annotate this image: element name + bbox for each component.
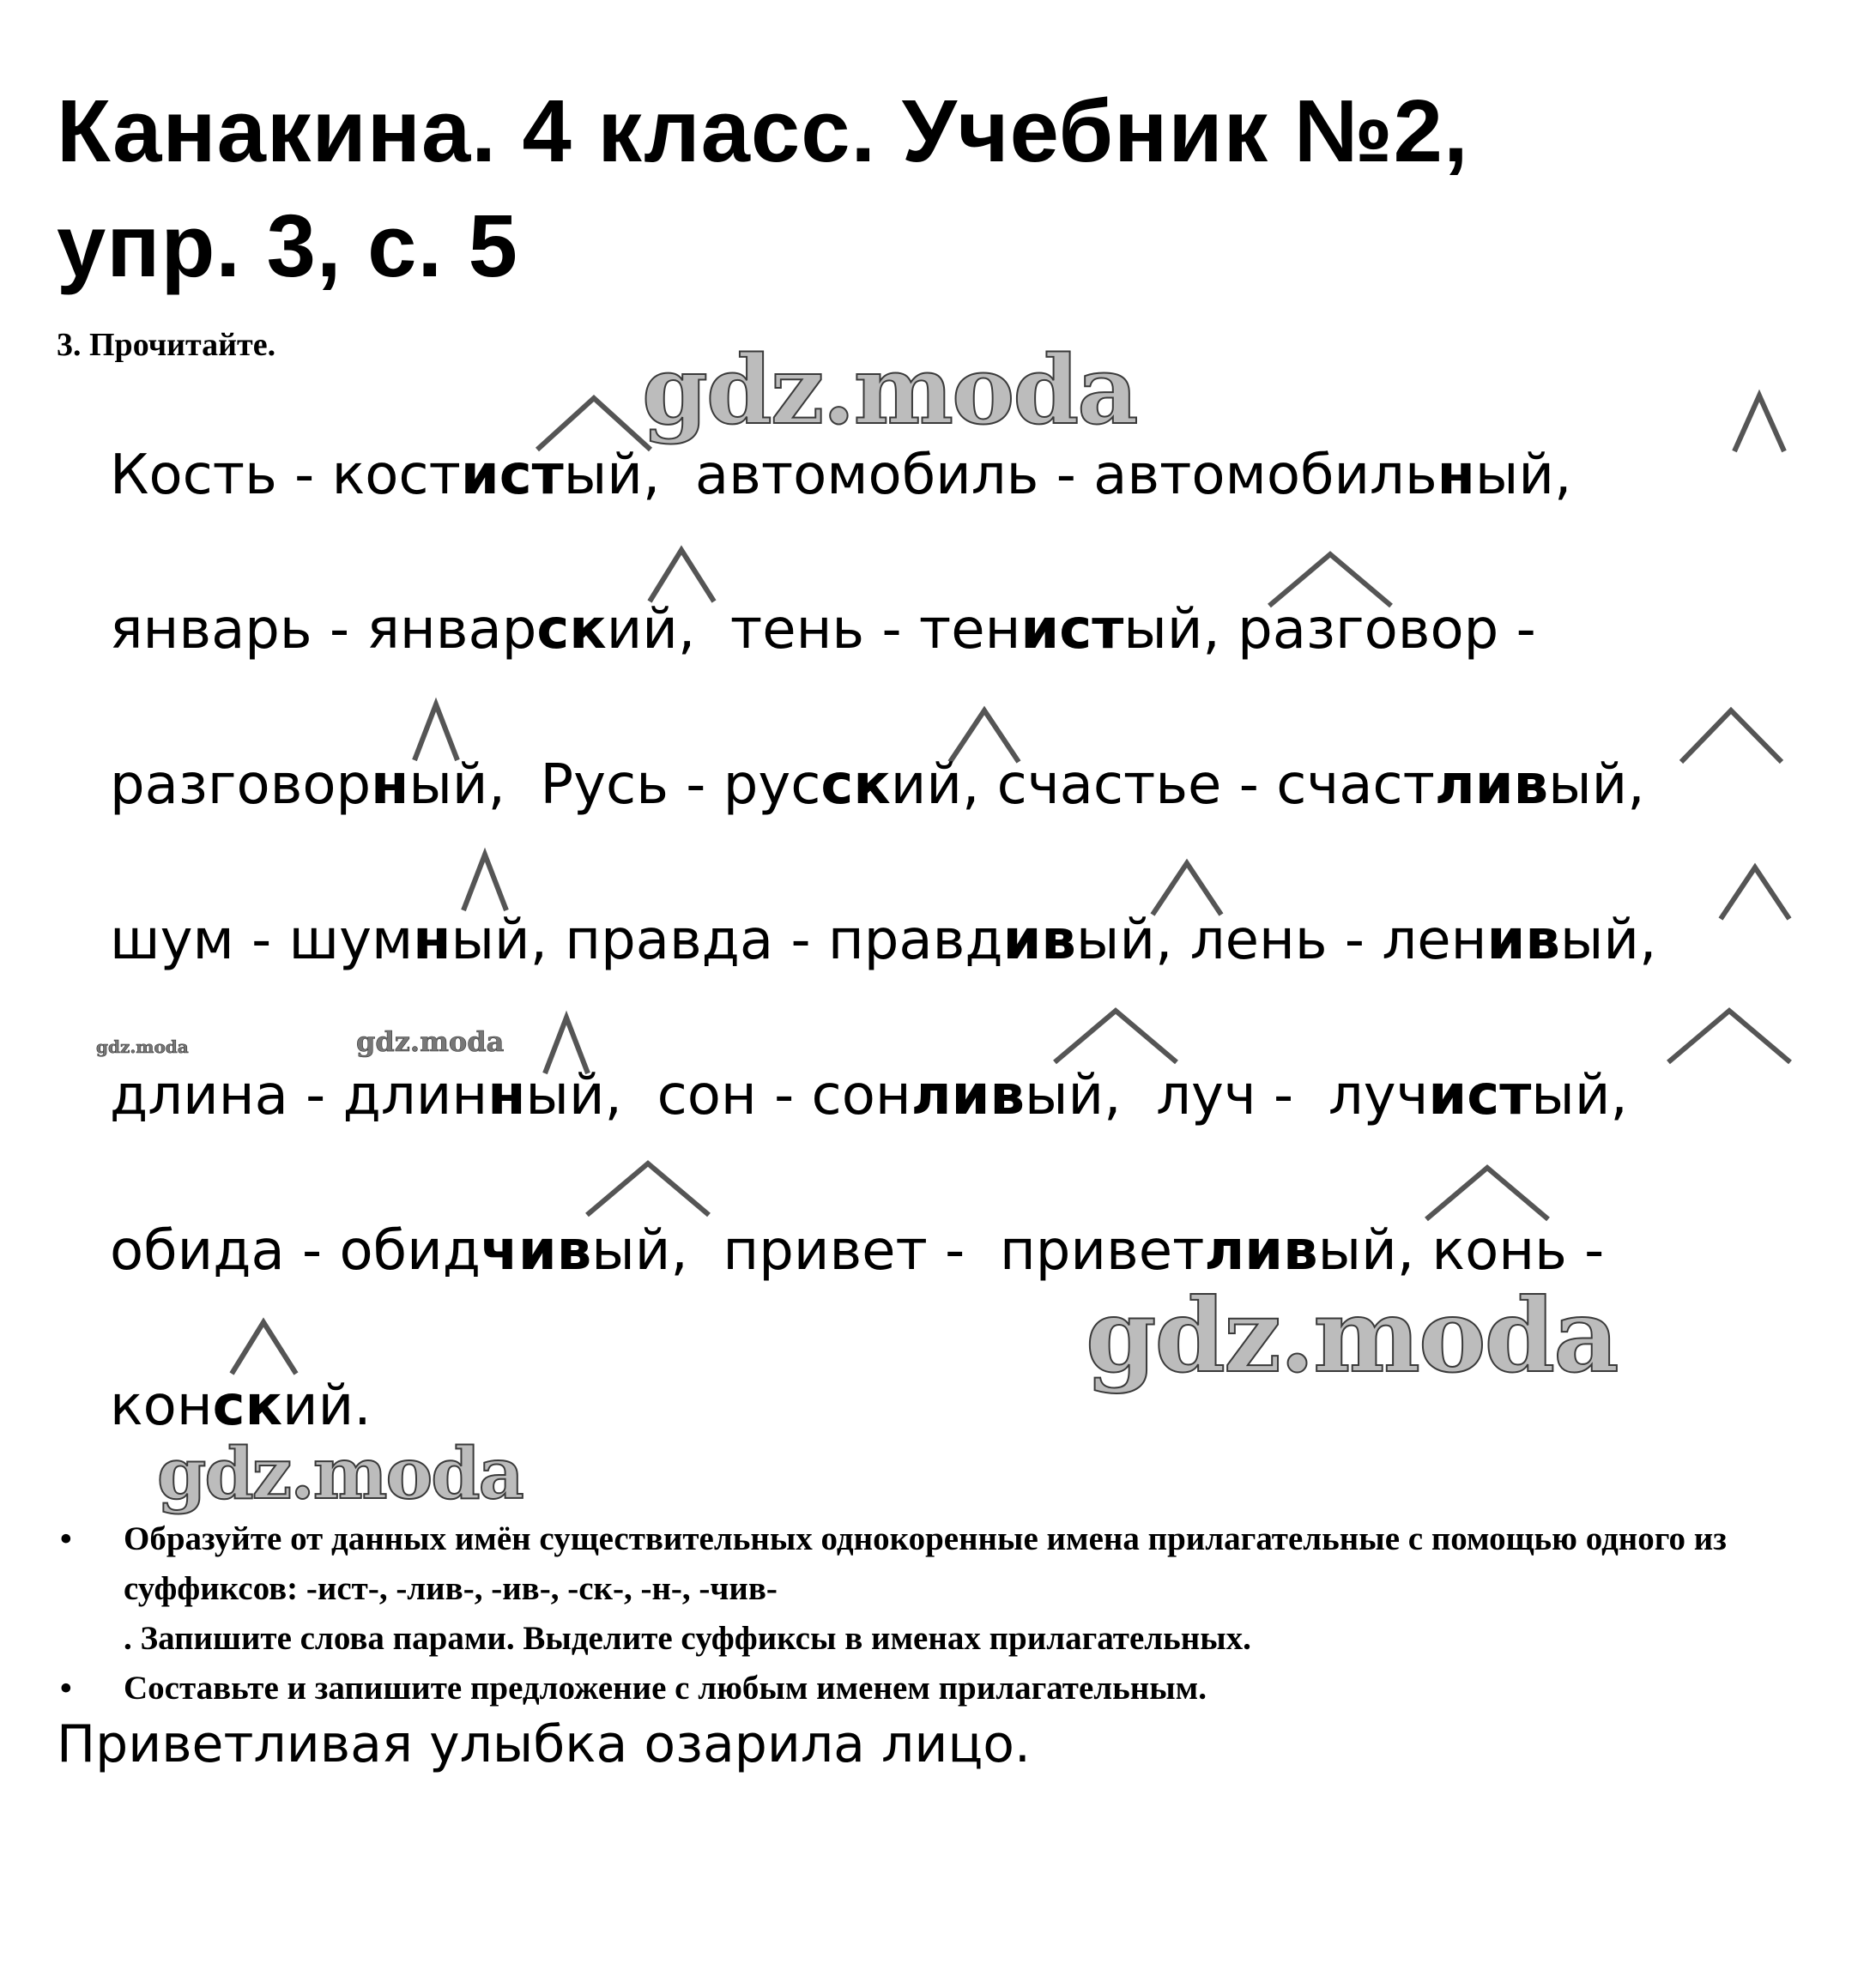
suffix: ист <box>1428 1064 1532 1127</box>
title-line-1: Канакина. 4 класс. Учебник №2, <box>57 82 1469 180</box>
suffix: ист <box>1020 598 1124 662</box>
suffix: ист <box>460 444 564 507</box>
suffix: ив <box>1002 909 1076 972</box>
suffix: н <box>413 909 451 972</box>
suffix-arc-icon <box>584 1158 712 1218</box>
answer-sentence: Приветливая улыбка озарила лицо. <box>57 1714 1031 1774</box>
watermark: gdz.moda <box>157 1433 523 1515</box>
word-line: Кость - костистый, автомобиль - автомобильный, <box>110 444 1572 507</box>
suffix: лив <box>1204 1219 1318 1283</box>
suffix: чив <box>480 1219 592 1283</box>
word-line: шум - шумный, правда - правдивый, лень - ленивый, <box>110 909 1657 972</box>
suffix: лив <box>1434 753 1549 817</box>
watermark: gdz.moda <box>96 1036 189 1057</box>
suffix-arc-icon <box>459 849 511 914</box>
suffix: н <box>487 1064 526 1127</box>
suffix: ск <box>820 753 891 817</box>
page-title <box>57 74 1469 304</box>
task-item: • Составьте и запишите предложение с любым именем прилагательным. <box>57 1664 1773 1713</box>
word-line: длина - длинный, сон - сонливый, луч - лучистый, <box>110 1064 1628 1127</box>
suffix: н <box>371 753 409 817</box>
word-line: конский. <box>110 1375 372 1438</box>
suffix-arc-icon <box>1051 1006 1180 1066</box>
exercise-intro: 3. Прочитайте. <box>57 327 276 363</box>
bullet-icon: • <box>60 1520 72 1557</box>
bullet-icon: • <box>60 1670 72 1707</box>
suffix: лив <box>911 1064 1025 1127</box>
suffix: ск <box>536 598 607 662</box>
suffix-arc-icon <box>1423 1163 1552 1223</box>
word-line: обида - обидчивый, привет - приветливый, конь - <box>110 1219 1605 1283</box>
watermark: gdz.moda <box>642 335 1137 445</box>
watermark: gdz.moda <box>1086 1276 1618 1395</box>
suffix-arc-icon <box>1678 705 1785 765</box>
suffix-arc-icon <box>1729 390 1789 455</box>
task-list <box>57 1514 1773 1713</box>
suffix-arc-icon <box>1665 1006 1794 1066</box>
word-line: январь - январский, тень - тенистый, разговор - <box>110 598 1536 662</box>
task-item: • Образуйте от данных имён существительных однокоренные имена прилагательные с помощью одного из суффиксов: -ист-, -лив-, -ив-, -ск-, -н-, -чив- . Запишите слова парами. Выделите суффиксы в именах прилагательных. <box>57 1514 1773 1664</box>
suffix: н <box>1437 444 1475 507</box>
suffix: ск <box>212 1375 283 1438</box>
watermark: gdz.moda <box>356 1025 505 1058</box>
title-line-2: упр. 3, с. 5 <box>57 196 518 295</box>
suffix-arc-icon <box>227 1317 300 1377</box>
suffix-arc-icon <box>1716 862 1794 922</box>
suffix: ив <box>1486 909 1560 972</box>
word-line: разговорный, Русь - русский, счастье - счастливый, <box>110 753 1645 817</box>
